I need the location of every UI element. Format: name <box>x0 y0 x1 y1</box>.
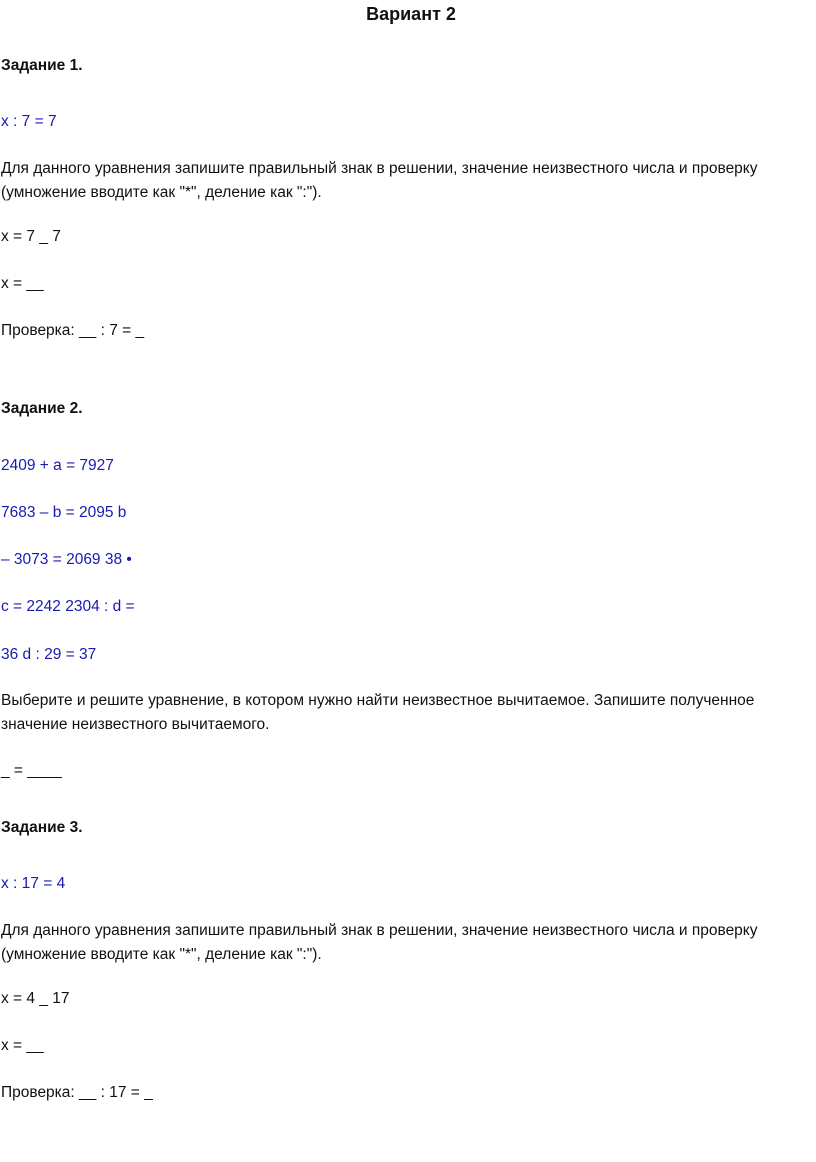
task2-line: – 3073 = 2069 38 • <box>1 551 132 568</box>
page-title: Вариант 2 <box>366 4 456 24</box>
task2-heading: Задание 2. <box>1 400 83 417</box>
task1-solution: x = 7 _ 7 <box>1 228 61 245</box>
task1-equation: x : 7 = 7 <box>1 113 57 130</box>
task2-line: 7683 – b = 2095 b <box>1 504 127 521</box>
task3-equation: x : 17 = 4 <box>1 875 66 892</box>
task1-check: Проверка: __ : 7 = _ <box>1 322 145 339</box>
task1-answer: x = __ <box>1 275 44 292</box>
task1-heading: Задание 1. <box>1 57 83 74</box>
task3-solution: x = 4 _ 17 <box>1 990 70 1007</box>
task3-heading: Задание 3. <box>1 819 83 836</box>
task1-instruction: Для данного уравнения запишите правильный знак в решении, значение неизвестного числа и проверку (умножение вводите как "*", деление как ":"). <box>1 160 758 201</box>
task2-line: c = 2242 2304 : d = <box>1 598 135 615</box>
task3-check: Проверка: __ : 17 = _ <box>1 1084 153 1101</box>
task2-answer: _ = ____ <box>1 762 62 779</box>
task2-line: 36 d : 29 = 37 <box>1 646 97 663</box>
task3-answer: x = __ <box>1 1037 44 1054</box>
task2-line: 2409 + a = 7927 <box>1 457 114 474</box>
task2-instruction: Выберите и решите уравнение, в котором нужно найти неизвестное вычитаемое. Запишите полученное значение неизвестного вычитаемого. <box>1 692 755 733</box>
task3-instruction: Для данного уравнения запишите правильный знак в решении, значение неизвестного числа и проверку (умножение вводите как "*", деление как ":"). <box>1 922 758 963</box>
